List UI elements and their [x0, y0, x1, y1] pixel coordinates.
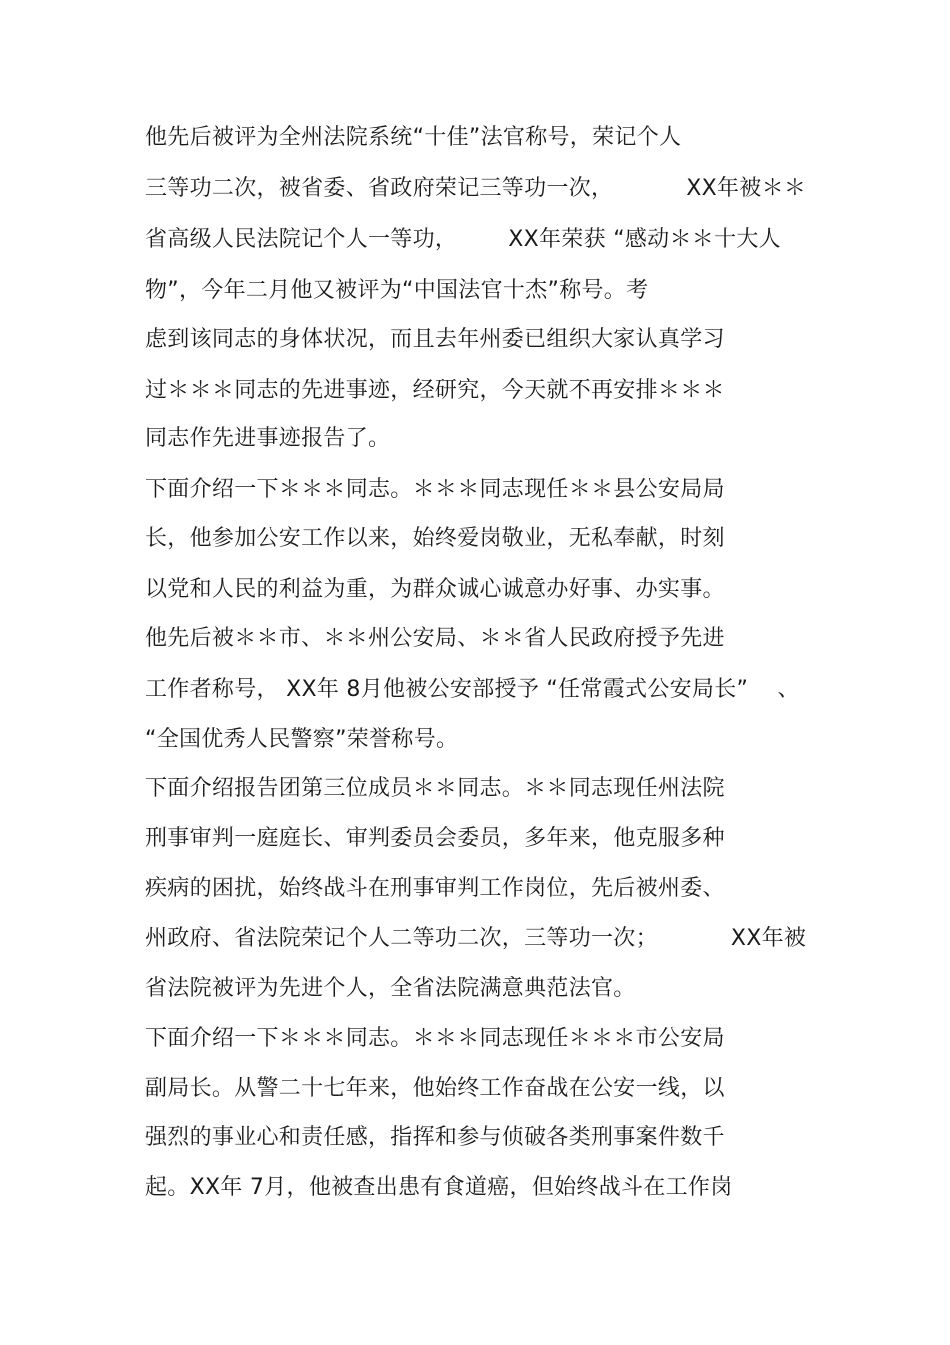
text-line: 他先后被＊＊市、＊＊州公安局、＊＊省人民政府授予先进	[145, 626, 725, 651]
text-line: 工作者称号， XX年 8月他被公安部授予 “任常霞式公安局长” 、	[145, 677, 800, 702]
text-line: “全国优秀人民警察”荣誉称号。	[145, 727, 459, 752]
text-line: 刑事审判一庭庭长、审判委员会委员，多年来，他克服多种	[145, 826, 725, 851]
text-line: 以党和人民的利益为重，为群众诚心诚意办好事、办实事。	[145, 577, 725, 602]
text-line: 省高级人民法院记个人一等功， XX年荣获 “感动＊＊十大人	[145, 227, 781, 252]
text-line: 下面介绍一下＊＊＊同志。＊＊＊同志现任＊＊＊市公安局	[145, 1026, 725, 1051]
text-line: 疾病的困扰，始终战斗在刑事审判工作岗位，先后被州委、	[145, 876, 725, 901]
text-line: 下面介绍报告团第三位成员＊＊同志。＊＊同志现任州法院	[145, 776, 725, 801]
text-line: 三等功二次，被省委、省政府荣记三等功一次， XX年被＊＊	[145, 176, 807, 201]
text-line: 物”，今年二月他又被评为“中国法官十杰”称号。考	[145, 278, 649, 303]
text-line: 下面介绍一下＊＊＊同志。＊＊＊同志现任＊＊县公安局局	[145, 477, 725, 502]
text-line: 长，他参加公安工作以来，始终爱岗敬业，无私奉献，时刻	[145, 526, 725, 551]
text-line: 他先后被评为全州法院系统“十佳”法官称号，荣记个人	[145, 125, 682, 150]
text-line: 过＊＊＊同志的先进事迹，经研究，今天就不再安排＊＊＊	[145, 378, 725, 403]
text-line: 同志作先进事迹报告了。	[145, 426, 391, 451]
text-line: 虑到该同志的身体状况，而且去年州委已组织大家认真学习	[145, 327, 725, 352]
text-line: 副局长。从警二十七年来，他始终工作奋战在公安一线，以	[145, 1076, 725, 1101]
text-line: 强烈的事业心和责任感，指挥和参与侦破各类刑事案件数千	[145, 1125, 725, 1150]
text-line: 州政府、省法院荣记个人二等功二次，三等功一次； XX年被	[145, 926, 807, 951]
text-line: 起。XX年 7月，他被查出患有食道癌，但始终战斗在工作岗	[145, 1175, 733, 1200]
text-line: 省法院被评为先进个人，全省法院满意典范法官。	[145, 976, 636, 1001]
